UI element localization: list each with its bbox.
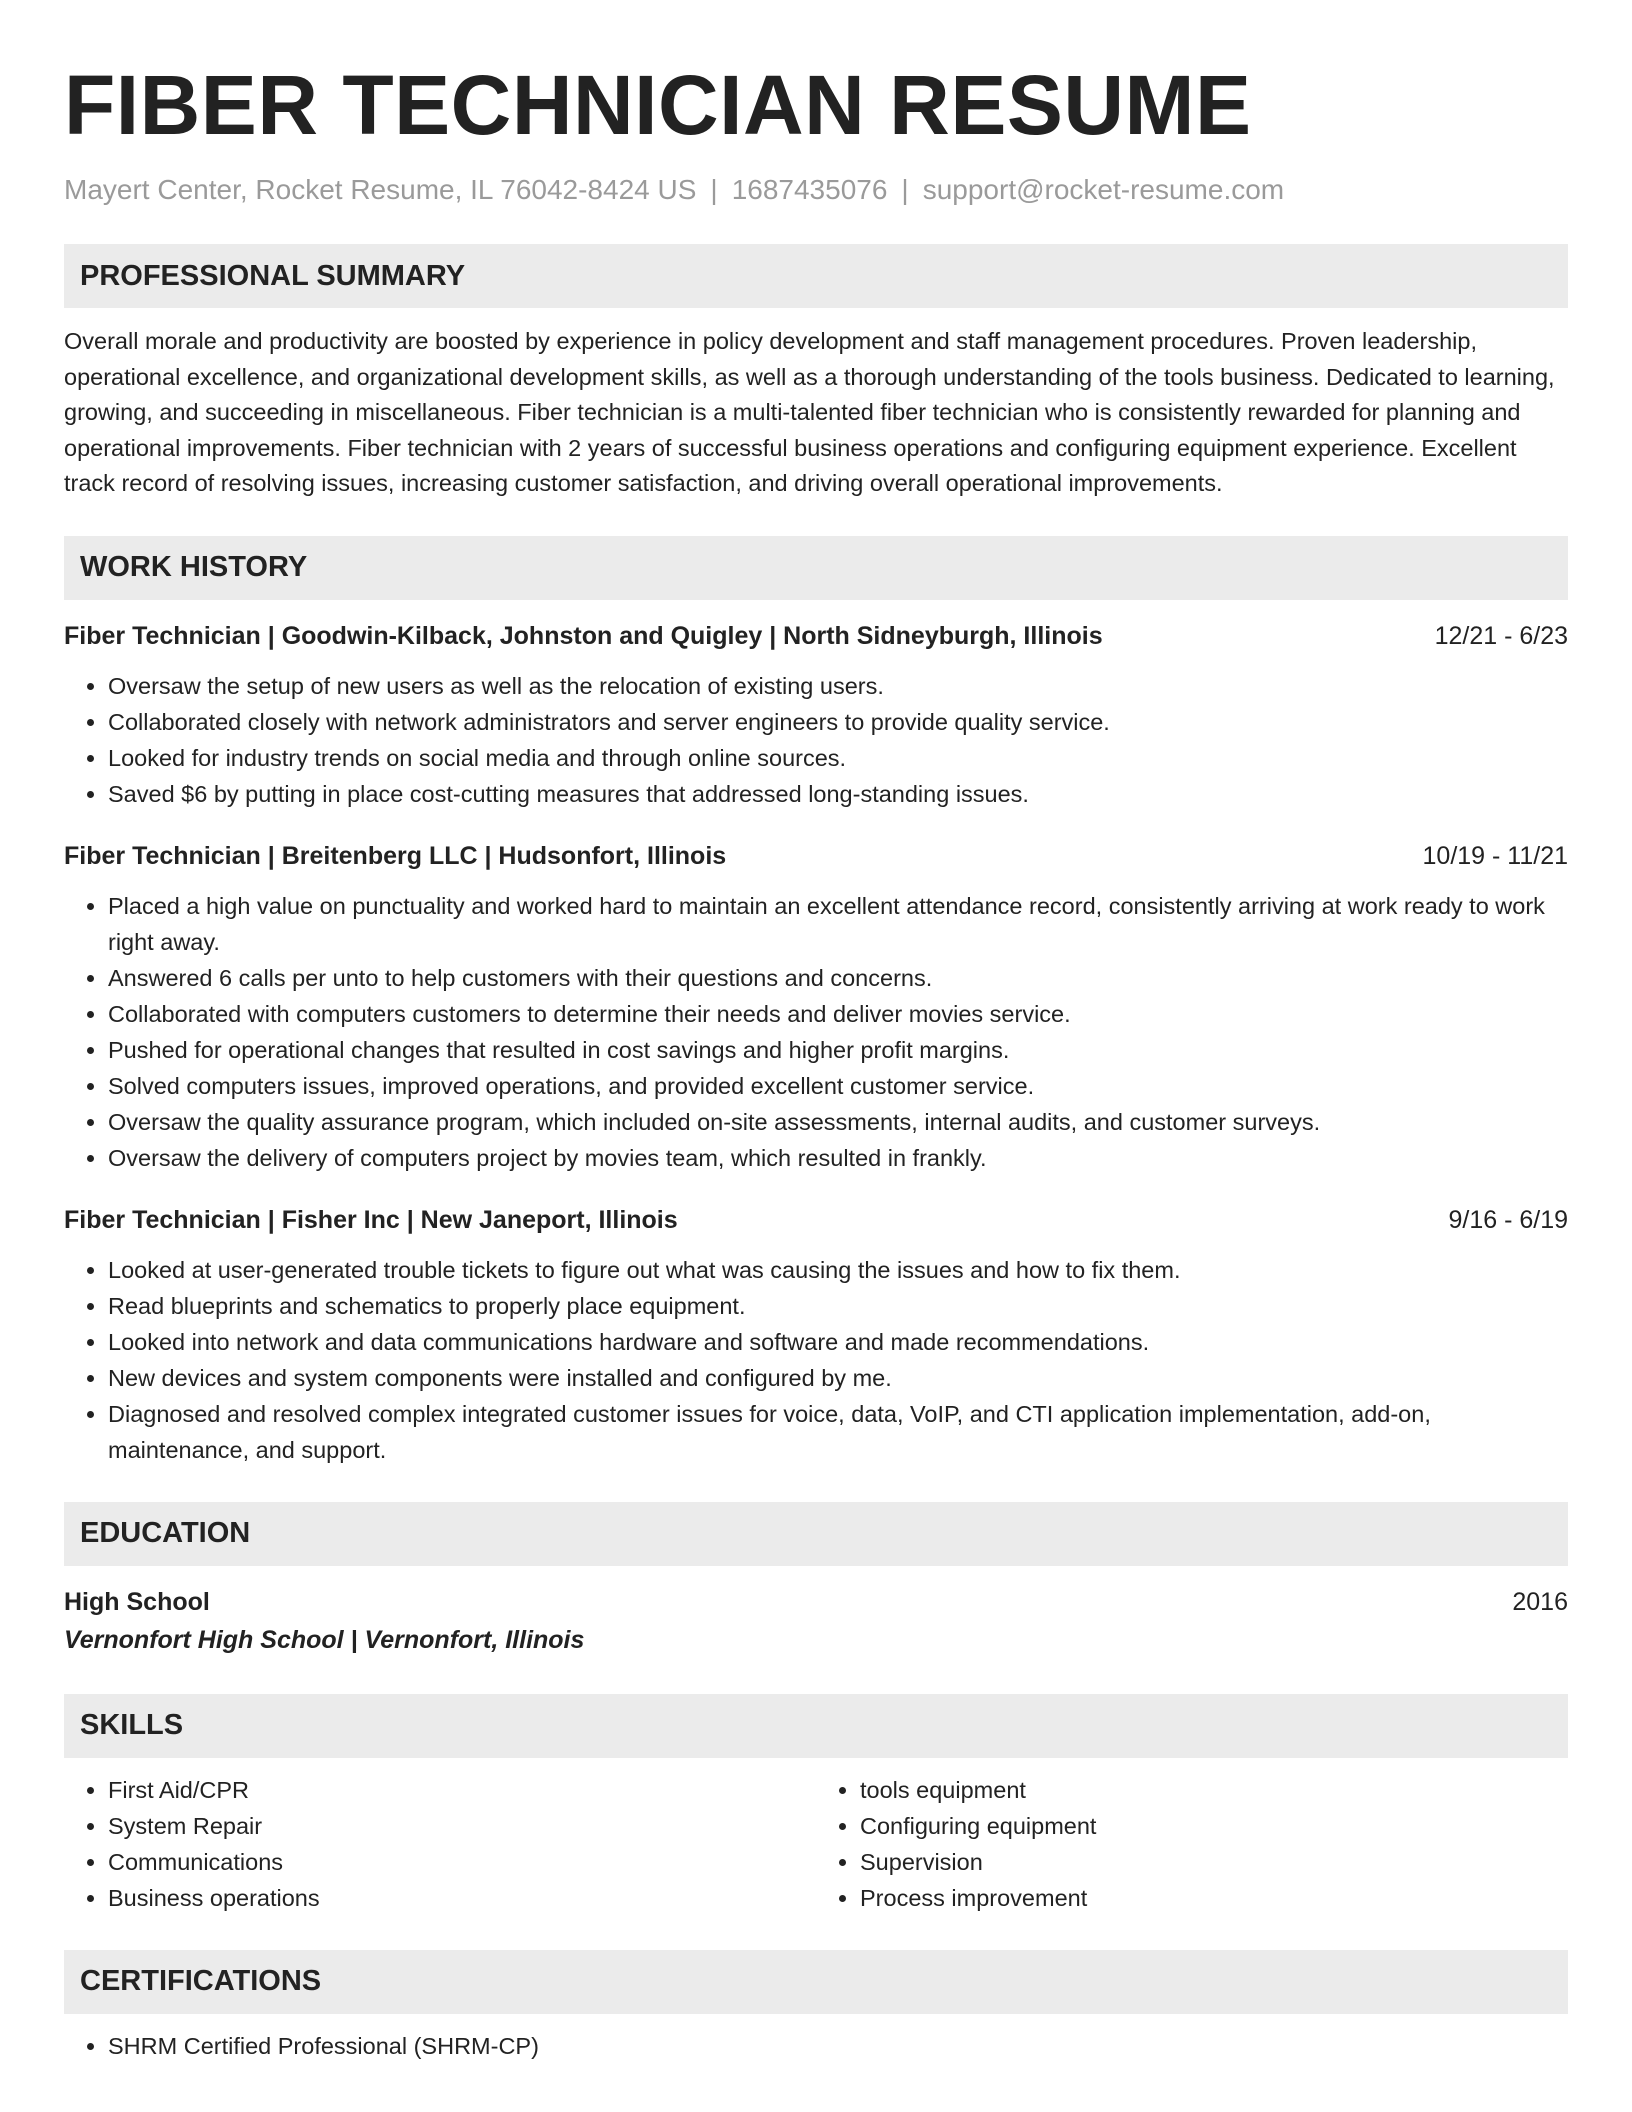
contact-email: support@rocket-resume.com (922, 174, 1285, 205)
contact-separator: | (710, 174, 718, 205)
job-bullet: • Looked at user-generated trouble tickets to figure out what was causing the issues and how to fix them. (108, 1252, 1568, 1288)
skill-item: • Business operations (108, 1880, 816, 1916)
summary-text: Overall morale and productivity are boosted by experience in policy development and staff management procedures. Proven leadership, operational excellence, and organizational development skills, as well as a thorough understanding of the tools business. Dedicated to learning, growing, and succeeding in miscellaneous. Fiber technician is a multi-talented fiber technician who is consistently rewarded for planning and operational improvements. Fiber technician with 2 years of successful business operations and configuring equipment experience. Excellent track record of resolving issues, increasing customer satisfaction, and driving overall operational improvements. (64, 328, 1555, 496)
job-bullet: • New devices and system components were installed and configured by me. (108, 1360, 1568, 1396)
contact-separator: | (901, 174, 909, 205)
certification-item: • SHRM Certified Professional (SHRM-CP) (108, 2028, 1568, 2064)
job-dates: 9/16 - 6/19 (1448, 1205, 1568, 1234)
skill-item: • Supervision (860, 1844, 1568, 1880)
job-bullet: • Oversaw the delivery of computers project by movies team, which resulted in frankly. (108, 1140, 1568, 1176)
contact-address: Mayert Center, Rocket Resume, IL 76042-8424 US (64, 174, 697, 205)
education-degree: High School (64, 1587, 210, 1616)
certification-bullets (64, 2028, 1568, 2064)
job-title: Fiber Technician | Breitenberg LLC | Hudsonfort, Illinois (64, 841, 727, 870)
contact-line (64, 170, 1568, 210)
job-entry (64, 618, 1568, 812)
skill-item: • Communications (108, 1844, 816, 1880)
skill-item: • First Aid/CPR (108, 1772, 816, 1808)
section-heading-education: EDUCATION (64, 1502, 1568, 1566)
resume-title: FIBER TECHNICIAN RESUME (64, 58, 1252, 152)
resume-page (64, 50, 1568, 2064)
job-bullets (64, 888, 1568, 1176)
job-bullet: • Read blueprints and schematics to properly place equipment. (108, 1288, 1568, 1324)
job-entry (64, 1202, 1568, 1468)
job-header (64, 618, 1568, 654)
skill-item: • tools equipment (860, 1772, 1568, 1808)
job-bullet: • Collaborated closely with network administrators and server engineers to provide quality service. (108, 704, 1568, 740)
job-bullet: • Placed a high value on punctuality and worked hard to maintain an excellent attendance record, consistently arriving at work ready to work right away. (108, 888, 1568, 960)
section-heading-work-history: WORK HISTORY (64, 536, 1568, 600)
skill-item: • Process improvement (860, 1880, 1568, 1916)
job-bullet: • Oversaw the setup of new users as well as the relocation of existing users. (108, 668, 1568, 704)
job-bullets (64, 668, 1568, 812)
contact-phone: 1687435076 (731, 174, 888, 205)
education-header (64, 1584, 1568, 1620)
skill-item: • Configuring equipment (860, 1808, 1568, 1844)
job-bullet: • Looked into network and data communications hardware and software and made recommendations. (108, 1324, 1568, 1360)
job-dates: 12/21 - 6/23 (1434, 621, 1568, 650)
education-year: 2016 (1512, 1587, 1568, 1616)
certifications-list (64, 2028, 1568, 2064)
section-heading-skills: SKILLS (64, 1694, 1568, 1758)
skills-column-right (816, 1772, 1568, 1916)
job-bullet: • Looked for industry trends on social media and through online sources. (108, 740, 1568, 776)
job-entry (64, 838, 1568, 1176)
job-bullet: • Solved computers issues, improved operations, and provided excellent customer service. (108, 1068, 1568, 1104)
job-bullet: • Diagnosed and resolved complex integrated customer issues for voice, data, VoIP, and CTI application implementation, add-on, maintenance, and support. (108, 1396, 1568, 1468)
job-bullet: • Collaborated with computers customers to determine their needs and deliver movies service. (108, 996, 1568, 1032)
skill-item: • System Repair (108, 1808, 816, 1844)
job-header (64, 838, 1568, 874)
education-school: Vernonfort High School | Vernonfort, Illinois (64, 1625, 585, 1654)
job-bullet: • Answered 6 calls per unto to help customers with their questions and concerns. (108, 960, 1568, 996)
section-heading-certifications: CERTIFICATIONS (64, 1950, 1568, 2014)
job-bullet: • Saved $6 by putting in place cost-cutting measures that addressed long-standing issues. (108, 776, 1568, 812)
job-bullet: • Pushed for operational changes that resulted in cost savings and higher profit margins. (108, 1032, 1568, 1068)
skills-list (64, 1772, 1568, 1916)
job-bullet: • Oversaw the quality assurance program, which included on-site assessments, internal audits, and customer surveys. (108, 1104, 1568, 1140)
section-heading-summary: PROFESSIONAL SUMMARY (64, 244, 1568, 308)
skills-column-left (64, 1772, 816, 1916)
job-title: Fiber Technician | Fisher Inc | New Janeport, Illinois (64, 1205, 678, 1234)
job-bullets (64, 1252, 1568, 1468)
job-header (64, 1202, 1568, 1238)
job-title: Fiber Technician | Goodwin-Kilback, Johnston and Quigley | North Sidneyburgh, Illinois (64, 621, 1103, 650)
job-dates: 10/19 - 11/21 (1422, 841, 1568, 870)
education-entry (64, 1584, 1568, 1660)
